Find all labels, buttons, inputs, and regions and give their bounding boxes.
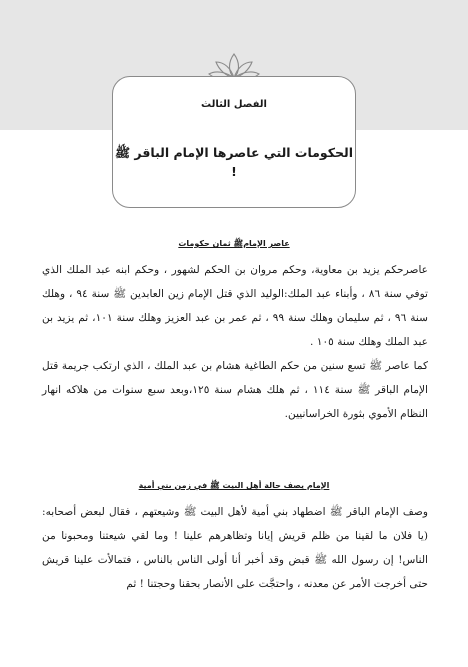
section-body-eight-governments xyxy=(42,258,428,426)
paragraph: عاصرحكم يزيد بن معاوية، وحكم مروان بن الحكم لشهور ، وحكم ابنه عبد الملك الذي توفي سنة ٨٦ ، وأبناء عبد الملك:الوليد الذي قتل الإمام زين العابدين ﷺ سنة ٩٤ ، وهلك سنة ٩٦ ، ثم سليمان وهلك سنة ٩٩ ، ثم عمر بن عبد العزيز وهلك سنة ١٠١، ثم يزيد بن عبد الملك وهلك سنة ١٠٥ . xyxy=(42,264,428,348)
section-heading-ahl-al-bayt: الإمام يصف حالة أهل البيت ﷺ في زمن بني أمية xyxy=(138,481,330,490)
section-body-ahl-al-bayt xyxy=(42,500,428,596)
paragraph: كما عاصر ﷺ تسع سنين من حكم الطاغية هشام بن عبد الملك ، الذي ارتكب جريمة قتل الإمام الباقر ﷺ سنة ١١٤ ، ثم هلك هشام سنة ١٢٥،وبعد سبع سنوات من هلاكه انهار النظام الأموي بثورة الخراسانيين. xyxy=(42,360,428,420)
paragraph: وصف الإمام الباقر ﷺ اضطهاد بني أمية لأهل البيت ﷺ وشيعتهم ، فقال لبعض أصحابه: (يا فلان ما لقينا من ظلم قريش إيانا وتظاهرهم علينا ! وما لقي شيعتنا ومحبونا من الناس! إن رسول الله ﷺ قبض وقد أخبر أنا أولى الناس بالناس ، فتمالأت علينا قريش حتى أخرجت الأمر عن معدنه ، واحتجَّت على الأنصار بحقنا وحجتنا ! ثم xyxy=(42,506,428,590)
chapter-title-box xyxy=(112,76,356,208)
chapter-title: الحكومات التي عاصرها الإمام الباقر ﷺ ! xyxy=(114,145,354,179)
section-heading-eight-governments: عاصر الإمامﷺ ثمان حكومات xyxy=(178,239,290,248)
chapter-label: الفصل الثالث xyxy=(200,99,267,110)
